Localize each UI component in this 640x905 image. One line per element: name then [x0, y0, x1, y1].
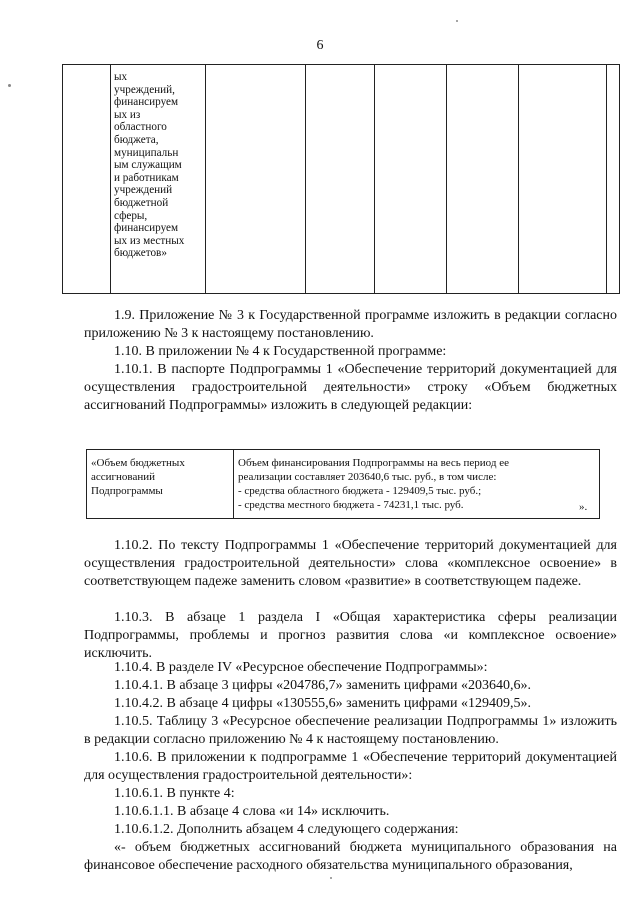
page-number: 6	[316, 38, 324, 53]
cell-text-line: бюджета,	[114, 133, 159, 146]
cell-text-line: ым служащим	[114, 159, 182, 172]
funding-value-line: Объем финансирования Подпрограммы на весь период ее	[238, 457, 509, 469]
paragraph-1-10-6-1-1: 1.10.6.1.1. В абзаце 4 слова «и 14» исключить.	[114, 804, 390, 819]
paragraph-1-10-6: 1.10.6. В приложении к подпрограмме 1 «Обеспечение территорий документацией для осуществления градостроительной деятельности»:	[84, 750, 617, 784]
funding-label-line: Подпрограммы	[91, 485, 163, 497]
paragraph-1-10-2: 1.10.2. По тексту Подпрограммы 1 «Обеспечение территорий документацией для осуществления градостроительной деятельности» слова «комплексное освоение» в соответствующем падеже заменить словом «развитие» в соответствующем падеже.	[84, 538, 617, 590]
cell-text-line: бюджетов»	[114, 247, 167, 260]
paragraph-1-10-1: 1.10.1. В паспорте Подпрограммы 1 «Обеспечение территорий документацией для осуществления градостроительной деятельности» строку «Объем бюджетных ассигнований Подпрограммы» изложить в следующей редакции:	[84, 362, 617, 414]
cell-text-line: финансируем	[114, 222, 179, 235]
table-cell-recipients	[111, 65, 206, 294]
funding-label-line: ассигнований	[91, 471, 156, 483]
cell-text-line: ых	[114, 71, 128, 83]
paragraph-1-10-5: 1.10.5. Таблицу 3 «Ресурсное обеспечение реализации Подпрограммы 1» изложить в редакции согласно приложению № 4 к настоящему постановлению.	[84, 714, 617, 748]
cell-text-line: ых из	[114, 108, 141, 121]
table-cell-empty	[375, 65, 447, 294]
funding-value-line: реализации составляет 203640,6 тыс. руб., в том числе:	[238, 471, 497, 483]
funding-table-label	[87, 450, 234, 519]
funding-closing-mark: ».	[579, 501, 588, 513]
scan-speck	[8, 84, 11, 87]
funding-table-value	[234, 450, 600, 519]
cell-text-line: муниципальн	[114, 146, 179, 159]
funding-label-line: «Объем бюджетных	[91, 457, 185, 469]
paragraph-1-10-6-1-2: 1.10.6.1.2. Дополнить абзацем 4 следующего содержания:	[114, 822, 459, 837]
cell-text-line: финансируем	[114, 96, 179, 109]
funding-value-line: - средства местного бюджета - 74231,1 тыс. руб.	[238, 499, 464, 511]
cell-text-line: учреждений,	[114, 83, 175, 96]
table-cell-empty	[519, 65, 607, 294]
table-cell-empty	[206, 65, 306, 294]
paragraph-quote: «- объем бюджетных ассигнований бюджета муниципального образования на финансовое обеспечение расходного обязательства муниципального образования,	[84, 840, 617, 874]
scan-speck	[456, 20, 458, 22]
paragraph-1-10-4-1: 1.10.4.1. В абзаце 3 цифры «204786,7» заменить цифрами «203640,6».	[114, 678, 532, 693]
scan-speck	[330, 877, 332, 879]
paragraph-1-10-6-1: 1.10.6.1. В пункте 4:	[114, 786, 235, 801]
continuation-table	[62, 64, 620, 294]
cell-text-line: сферы,	[114, 209, 148, 222]
paragraph-1-10: 1.10. В приложении № 4 к Государственной программе:	[114, 344, 447, 359]
cell-text-line: учреждений	[114, 184, 173, 197]
paragraph-1-10-4-2: 1.10.4.2. В абзаце 4 цифры «130555,6» заменить цифрами «129409,5».	[114, 696, 532, 711]
table-cell-empty	[607, 65, 620, 294]
table-cell-empty	[447, 65, 519, 294]
table-cell-empty	[306, 65, 375, 294]
table-cell-empty	[63, 65, 111, 294]
cell-text-line: бюджетной	[114, 196, 169, 209]
paragraph-1-10-4: 1.10.4. В разделе IV «Ресурсное обеспечение Подпрограммы»:	[114, 660, 488, 675]
cell-text-line: ых из местных	[114, 234, 185, 247]
paragraph-1-9: 1.9. Приложение № 3 к Государственной программе изложить в редакции согласно приложению № 3 к настоящему постановлению.	[84, 308, 617, 342]
cell-text-line: областного	[114, 121, 167, 134]
funding-table	[86, 449, 600, 519]
cell-text-line: и работникам	[114, 171, 179, 184]
funding-value-line: - средства областного бюджета - 129409,5 тыс. руб.;	[238, 485, 482, 497]
paragraph-1-10-3: 1.10.3. В абзаце 1 раздела I «Общая характеристика сферы реализации Подпрограммы, проблемы и прогноз развития слова «и комплексное освоение» исключить.	[84, 610, 617, 662]
